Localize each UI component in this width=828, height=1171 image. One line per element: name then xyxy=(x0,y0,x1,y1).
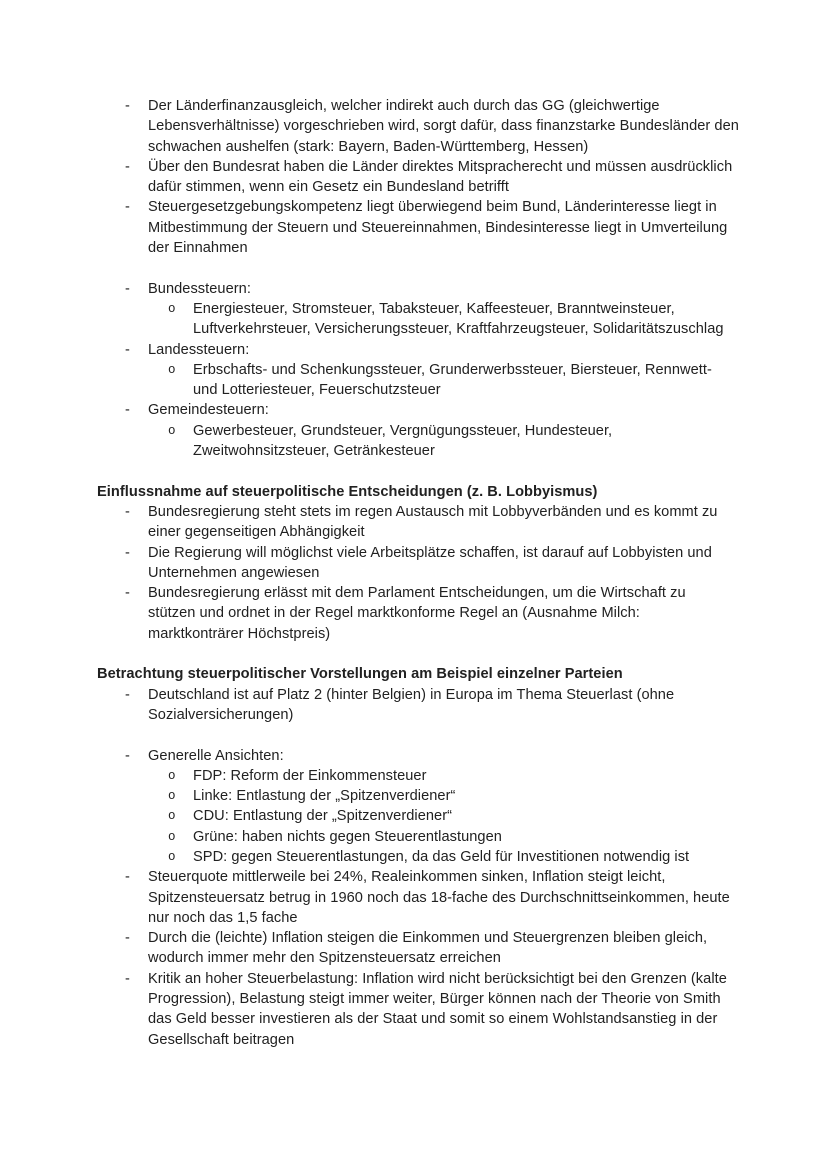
text-line: Lebensverhältnisse) vorgeschrieben wird, sorgt dafür, dass finanzstarke Bundesländer den xyxy=(148,118,739,135)
text-line: Generelle Ansichten: xyxy=(148,747,284,764)
text-line: Gewerbesteuer, Grundsteuer, Vergnügungssteuer, Hundesteuer, xyxy=(193,422,613,439)
bullet-text xyxy=(148,583,757,644)
bullet-text xyxy=(193,421,757,462)
section-heading: Betrachtung steuerpolitischer Vorstellungen am Beispiel einzelner Parteien xyxy=(97,666,623,683)
sub-bullet-item xyxy=(97,766,757,786)
bullet-text xyxy=(148,197,757,258)
text-line: Kritik an hoher Steuerbelastung: Inflation wird nicht berücksichtigt bei den Grenzen (kalte xyxy=(148,970,727,987)
bullet-text xyxy=(148,279,757,299)
text-line: Mitbestimmung der Steuern und Steuereinnahmen, Bindesinteresse liegt in Umverteilung xyxy=(148,219,728,236)
dash-bullet-marker: - xyxy=(125,585,130,602)
bullet-item xyxy=(97,340,757,360)
section-heading: Einflussnahme auf steuerpolitische Entscheidungen (z. B. Lobbyismus) xyxy=(97,483,598,500)
circle-bullet-marker: o xyxy=(168,768,176,783)
bullet-text xyxy=(148,157,757,198)
text-line: FDP: Reform der Einkommensteuer xyxy=(193,767,427,784)
bullet-text xyxy=(148,502,757,543)
text-line: Unternehmen angewiesen xyxy=(148,564,320,581)
sub-bullet-item xyxy=(97,421,757,462)
dash-bullet-marker: - xyxy=(125,199,130,216)
bullet-item xyxy=(97,867,757,928)
dash-bullet-marker: - xyxy=(125,402,130,419)
text-line: Über den Bundesrat haben die Länder direktes Mitspracherecht und müssen ausdrücklich xyxy=(148,158,733,175)
text-line: dafür stimmen, wenn ein Gesetz ein Bundesland betrifft xyxy=(148,179,509,196)
text-line: wodurch immer mehr den Spitzensteuersatz erreichen xyxy=(148,950,501,967)
text-line: Linke: Entlastung der „Spitzenverdiener“ xyxy=(193,788,456,805)
dash-bullet-marker: - xyxy=(125,341,130,358)
dash-bullet-marker: - xyxy=(125,503,130,520)
bullet-text xyxy=(148,96,757,157)
dash-bullet-marker: - xyxy=(125,686,130,703)
sub-bullet-item xyxy=(97,299,757,340)
bullet-text xyxy=(193,827,757,847)
dash-bullet-marker: - xyxy=(125,747,130,764)
text-line: Die Regierung will möglichst viele Arbeitsplätze schaffen, ist darauf auf Lobbyisten und xyxy=(148,544,712,561)
text-line: Progression), Belastung steigt immer weiter, Bürger können nach der Theorie von Smith xyxy=(148,991,721,1008)
bullet-text xyxy=(148,340,757,360)
bullet-text xyxy=(193,766,757,786)
text-line: nur noch das 1,5 fache xyxy=(148,909,298,926)
dash-bullet-marker: - xyxy=(125,544,130,561)
text-line: Der Länderfinanzausgleich, welcher indirekt auch durch das GG (gleichwertige xyxy=(148,98,660,114)
text-line: SPD: gegen Steuerentlastungen, da das Geld für Investitionen notwendig ist xyxy=(193,848,690,865)
bullet-text xyxy=(193,299,757,340)
bullet-text xyxy=(148,867,757,928)
text-line: Spitzensteuersatz betrug in 1960 noch das 18-fache des Durchschnittseinkommen, heute xyxy=(148,889,730,906)
text-line: Bundesregierung steht stets im regen Austausch mit Lobbyverbänden und es kommt zu xyxy=(148,503,718,520)
text-line: Deutschland ist auf Platz 2 (hinter Belgien) in Europa im Thema Steuerlast (ohne xyxy=(148,686,675,703)
bullet-text xyxy=(193,806,757,826)
circle-bullet-marker: o xyxy=(168,423,176,438)
dash-bullet-marker: - xyxy=(125,98,130,114)
text-line: Grüne: haben nichts gegen Steuerentlastungen xyxy=(193,828,502,845)
bullet-item xyxy=(97,969,757,1050)
dash-bullet-marker: - xyxy=(125,930,130,947)
bullet-text xyxy=(148,928,757,969)
dash-bullet-marker: - xyxy=(125,280,130,297)
circle-bullet-marker: o xyxy=(168,829,176,844)
bullet-item xyxy=(97,502,757,543)
bullet-item xyxy=(97,543,757,584)
sub-bullet-item xyxy=(97,806,757,826)
dash-bullet-marker: - xyxy=(125,158,130,175)
bullet-item xyxy=(97,928,757,969)
bullet-text xyxy=(193,786,757,806)
paragraph-gap xyxy=(97,258,757,278)
bullet-text xyxy=(148,400,757,420)
text-line: Bundessteuern: xyxy=(148,280,251,297)
text-line: stützen und ordnet in der Regel marktkonforme Regel an (Ausnahme Milch: xyxy=(148,605,640,622)
circle-bullet-marker: o xyxy=(168,809,176,824)
sub-bullet-item xyxy=(97,786,757,806)
paragraph-gap xyxy=(97,461,757,481)
text-line: Steuerquote mittlerweile bei 24%, Realeinkommen sinken, Inflation steigt leicht, xyxy=(148,869,666,886)
bullet-text xyxy=(148,543,757,584)
dash-bullet-marker: - xyxy=(125,869,130,886)
bullet-item xyxy=(97,583,757,644)
text-line: schwachen aushelfen (stark: Bayern, Baden-Württemberg, Hessen) xyxy=(148,138,589,155)
text-line: Steuergesetzgebungskompetenz liegt überwiegend beim Bund, Länderinteresse liegt in xyxy=(148,199,717,216)
circle-bullet-marker: o xyxy=(168,849,176,864)
bullet-text xyxy=(193,847,757,867)
text-line: Gesellschaft beitragen xyxy=(148,1031,295,1048)
circle-bullet-marker: o xyxy=(168,789,176,804)
text-line: einer gegenseitigen Abhängigkeit xyxy=(148,524,365,541)
text-line: Zweitwohnsitzsteuer, Getränkesteuer xyxy=(193,443,435,460)
bullet-item xyxy=(97,96,757,157)
text-line: Luftverkehrsteuer, Versicherungssteuer, Kraftfahrzeugsteuer, Solidaritätszuschlag xyxy=(193,321,724,338)
text-line: Landessteuern: xyxy=(148,341,250,358)
sub-bullet-item xyxy=(97,360,757,401)
text-line: Energiesteuer, Stromsteuer, Tabaksteuer, Kaffeesteuer, Branntweinsteuer, xyxy=(193,300,675,317)
text-line: das Geld besser investieren als der Staat und somit so einem Wohlstandsanstieg in der xyxy=(148,1011,718,1028)
bullet-text xyxy=(148,685,757,726)
text-line: Sozialversicherungen) xyxy=(148,706,294,723)
circle-bullet-marker: o xyxy=(168,301,176,316)
bullet-text xyxy=(148,969,757,1050)
text-line: Bundesregierung erlässt mit dem Parlament Entscheidungen, um die Wirtschaft zu xyxy=(148,585,686,602)
paragraph-gap xyxy=(97,644,757,664)
sub-bullet-item xyxy=(97,847,757,867)
bullet-item xyxy=(97,157,757,198)
paragraph-gap xyxy=(97,725,757,745)
bullet-text xyxy=(193,360,757,401)
bullet-item xyxy=(97,279,757,299)
text-line: der Einnahmen xyxy=(148,240,248,257)
bullet-item xyxy=(97,746,757,766)
text-line: marktkonträrer Höchstpreis) xyxy=(148,625,331,642)
bullet-text xyxy=(148,746,757,766)
bullet-item xyxy=(97,685,757,726)
text-line: Durch die (leichte) Inflation steigen die Einkommen und Steuergrenzen bleiben gleich, xyxy=(148,930,708,947)
text-line: CDU: Entlastung der „Spitzenverdiener“ xyxy=(193,808,453,825)
text-line: Gemeindesteuern: xyxy=(148,402,269,419)
bullet-item xyxy=(97,197,757,258)
bullet-item xyxy=(97,400,757,420)
text-line: Erbschafts- und Schenkungssteuer, Grunderwerbssteuer, Biersteuer, Rennwett- xyxy=(193,361,712,378)
dash-bullet-marker: - xyxy=(125,970,130,987)
sub-bullet-item xyxy=(97,827,757,847)
document-content xyxy=(97,96,757,1050)
text-line: und Lotteriesteuer, Feuerschutzsteuer xyxy=(193,382,441,399)
circle-bullet-marker: o xyxy=(168,362,176,377)
